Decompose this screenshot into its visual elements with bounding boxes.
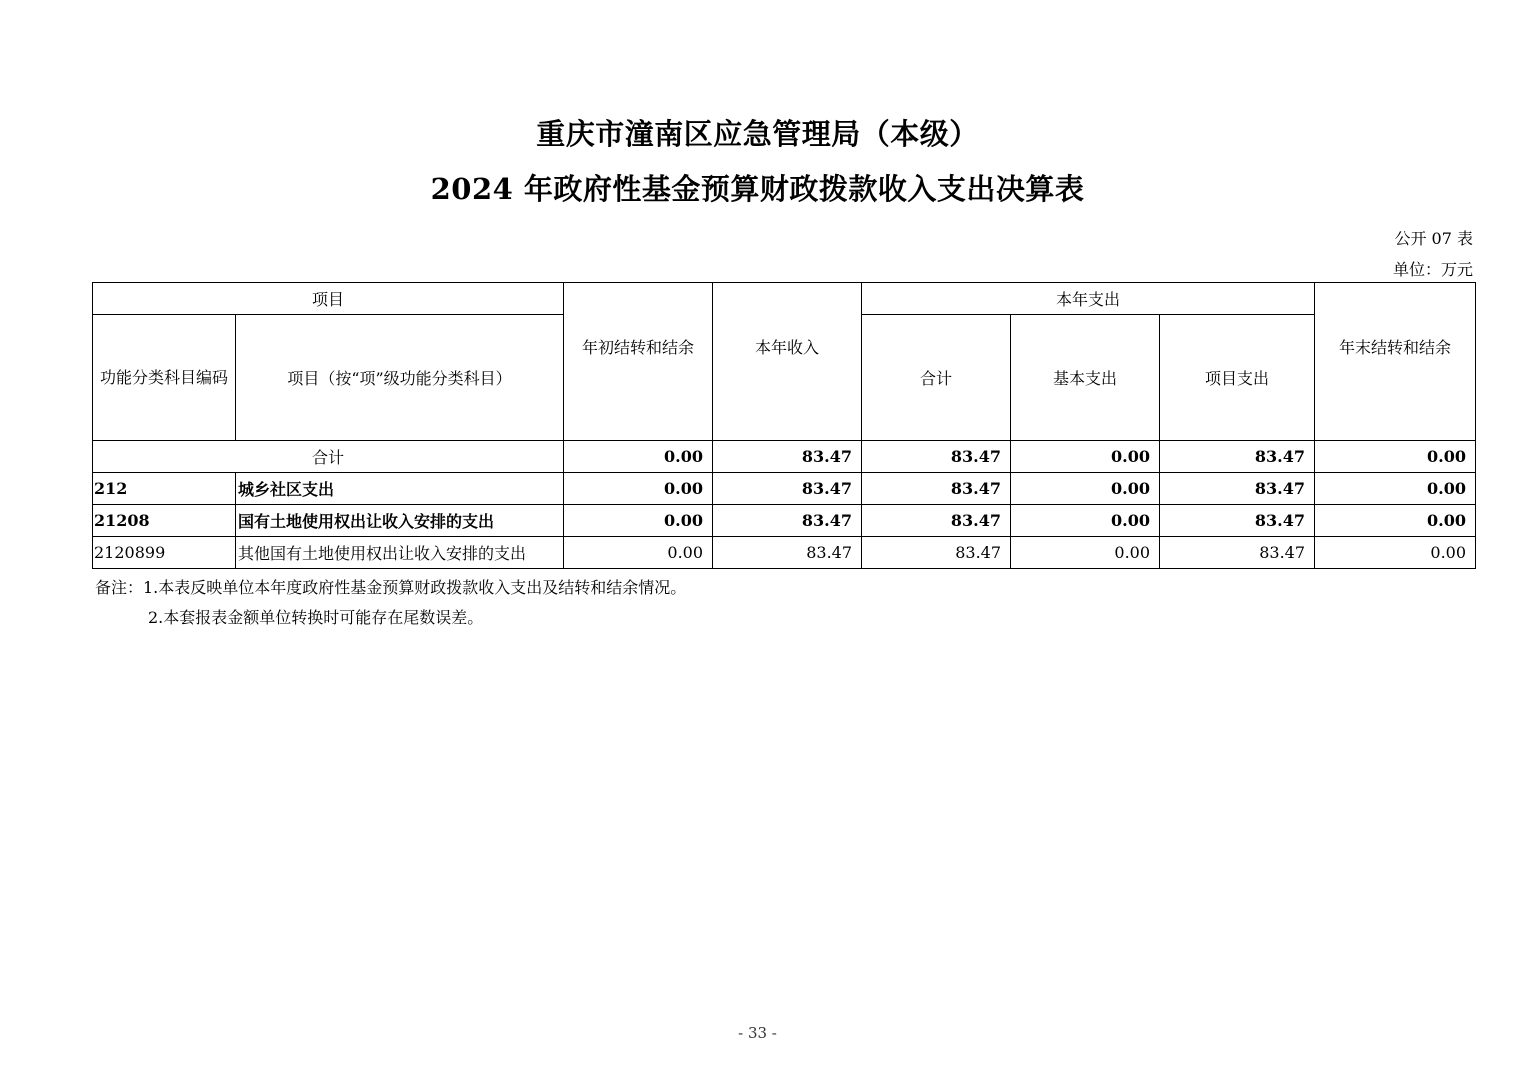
header-end-balance: 年末结转和结余 xyxy=(1315,283,1476,441)
row-code: 2120899 xyxy=(93,537,236,569)
header-income: 本年收入 xyxy=(713,283,862,441)
header-project-group: 项目 xyxy=(93,283,564,315)
row-income: 83.47 xyxy=(713,473,862,505)
row-expense-project: 83.47 xyxy=(1160,505,1315,537)
row-name: 国有土地使用权出让收入安排的支出 xyxy=(236,505,564,537)
row-end-balance: 0.00 xyxy=(1315,505,1476,537)
total-expense-basic: 0.00 xyxy=(1011,441,1160,473)
header-expense-basic: 基本支出 xyxy=(1011,315,1160,441)
total-end-balance: 0.00 xyxy=(1315,441,1476,473)
table-row xyxy=(93,473,1476,505)
document-subtitle: 2024 年政府性基金预算财政拨款收入支出决算表 xyxy=(430,172,1085,206)
total-income: 83.47 xyxy=(713,441,862,473)
table-number: 公开 07 表 xyxy=(1394,229,1473,248)
row-expense-total: 83.47 xyxy=(862,537,1011,569)
row-end-balance: 0.00 xyxy=(1315,473,1476,505)
row-begin-balance: 0.00 xyxy=(564,537,713,569)
header-expense-group: 本年支出 xyxy=(862,283,1315,315)
row-expense-project: 83.47 xyxy=(1160,473,1315,505)
page-number: - 33 - xyxy=(738,1024,777,1042)
unit-label: 单位：万元 xyxy=(1392,260,1473,279)
row-expense-basic: 0.00 xyxy=(1011,473,1160,505)
row-end-balance: 0.00 xyxy=(1315,537,1476,569)
total-label: 合计 xyxy=(93,441,564,473)
row-income: 83.47 xyxy=(713,537,862,569)
row-expense-total: 83.47 xyxy=(862,473,1011,505)
document-title: 重庆市潼南区应急管理局（本级） xyxy=(536,117,979,151)
total-row xyxy=(93,441,1476,473)
budget-table xyxy=(92,282,1476,569)
header-expense-total: 合计 xyxy=(862,315,1011,441)
row-code: 21208 xyxy=(93,505,236,537)
header-code: 功能分类科目编码 xyxy=(93,315,236,441)
note-line-1: 备注：1.本表反映单位本年度政府性基金预算财政拨款收入支出及结转和结余情况。 xyxy=(95,578,687,597)
row-name: 城乡社区支出 xyxy=(236,473,564,505)
header-row-1 xyxy=(93,283,1476,315)
row-name: 其他国有土地使用权出让收入安排的支出 xyxy=(236,537,564,569)
row-begin-balance: 0.00 xyxy=(564,505,713,537)
row-begin-balance: 0.00 xyxy=(564,473,713,505)
row-code: 212 xyxy=(93,473,236,505)
row-expense-basic: 0.00 xyxy=(1011,537,1160,569)
header-name: 项目（按“项”级功能分类科目） xyxy=(236,315,564,441)
table-row xyxy=(93,505,1476,537)
row-income: 83.47 xyxy=(713,505,862,537)
total-expense-total: 83.47 xyxy=(862,441,1011,473)
note-line-2: 2.本套报表金额单位转换时可能存在尾数误差。 xyxy=(148,608,484,627)
header-expense-project: 项目支出 xyxy=(1160,315,1315,441)
row-expense-basic: 0.00 xyxy=(1011,505,1160,537)
table-row xyxy=(93,537,1476,569)
row-expense-project: 83.47 xyxy=(1160,537,1315,569)
total-expense-project: 83.47 xyxy=(1160,441,1315,473)
row-expense-total: 83.47 xyxy=(862,505,1011,537)
total-begin-balance: 0.00 xyxy=(564,441,713,473)
header-begin-balance: 年初结转和结余 xyxy=(564,283,713,441)
